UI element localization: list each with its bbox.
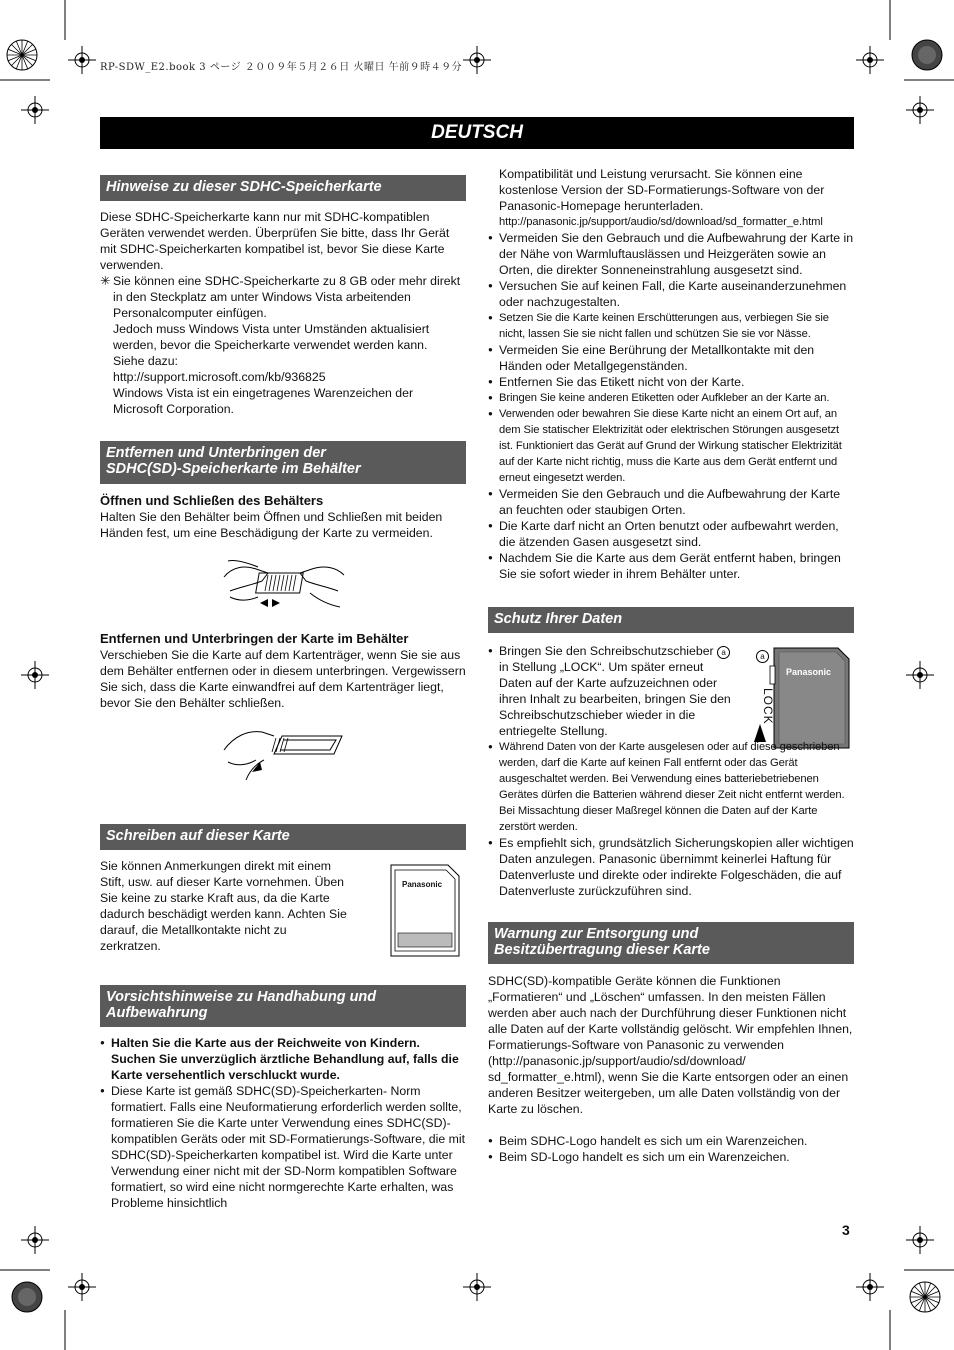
callout-a-marker: a: [756, 650, 769, 663]
warnung-text: SDHC(SD)-kompatible Geräte können die Funktionen „Formatieren“ und „Löschen“ umfassen. In den meisten Fällen werden aber auch nach der Durchführung dieser Funktionen nicht alle Daten auf der Karte vollständig gelöscht. Wir empfehlen Ihnen, Formatierungs-Software von Panasonic zu verwenden (http://panasonic.jp/support/audio/sd/download/ sd_formatter_e.html), wenn Sie die Karte entsorgen oder an einen anderen Besitzer weitergeben, um alle Daten vollständig von der Karte zu löschen.: [488, 974, 853, 1116]
card-tray-illustration: [222, 722, 346, 782]
list-item: ● Halten Sie die Karte aus der Reichweite von Kindern. Suchen Sie unverzüglich ärztliche Behandlung auf, falls die Karte versehentlich verschluckt wurde.: [100, 1035, 466, 1083]
section-heading-entfernen: Entfernen und Unterbringen der SDHC(SD)-Speicherkarte im Behälter: [100, 441, 466, 484]
section-heading-schutz: Schutz Ihrer Daten: [488, 607, 854, 633]
section-heading-hinweise: Hinweise zu dieser SDHC-Speicherkarte: [100, 175, 466, 201]
callout-a-icon: a: [717, 646, 730, 659]
asterisk-icon: ✳: [100, 274, 111, 288]
schutz-bullet-1: [488, 643, 736, 739]
list-item: ● Setzen Sie die Karte keinen Erschütterungen aus, verbiegen Sie sie nicht, lassen Sie sie nicht fallen und schützen Sie sie vor Nässe.: [488, 310, 854, 342]
list-item: ● Diese Karte ist gemäß SDHC(SD)-Speicherkarten- Norm formatiert. Falls eine Neuformatierung erforderlich werden sollte, formatieren Sie die Karte unter Verwendung eines SDHC(SD)-kompatiblen Geräts oder mit SD-Formatierungs-Software, die mit SDHC(SD)-Speicherkarten kompatibel ist. Wird die Karte unter Verwendung einer nicht mit der SD-Norm kompatiblen Software formatiert, so wird eine nicht normgerechte Karte erhalten, was Probleme hinsichtlich: [100, 1083, 466, 1211]
list-item: ● Vermeiden Sie den Gebrauch und die Aufbewahrung der Karte an feuchten oder staubigen Orten.: [488, 486, 854, 518]
oeffnen-text: Halten Sie den Behälter beim Öffnen und Schließen mit beiden Händen fest, um eine Beschädigung der Karte zu vermeiden.: [100, 510, 443, 540]
vorsicht-continuation: Kompatibilität und Leistung verursacht. Sie können eine kostenlose Version der SD-Formatierungs-Software von der Panasonic-Homepage herunterladen.: [499, 167, 825, 213]
list-item: ● Bringen Sie keine anderen Etiketten oder Aufkleber an der Karte an.: [488, 390, 854, 406]
entfernen-text: Verschieben Sie die Karte auf dem Kartenträger, wenn Sie sie aus dem Behälter entfernen oder in diesem unterbringen. Vergewissern Sie sich, dass die Karte einwandfrei auf dem Kartenträger liegt, bevor Sie den Behälter schließen.: [100, 648, 466, 710]
lock-label: LOCK: [761, 688, 775, 725]
page-title: DEUTSCH: [100, 117, 854, 149]
hinweise-body: [100, 209, 466, 417]
page-number: 3: [842, 1222, 850, 1238]
sd-card-illustration: [388, 862, 462, 959]
subheading-oeffnen: Öffnen und Schließen des Behälters: [100, 493, 324, 508]
section-heading-schreiben: Schreiben auf dieser Karte: [100, 824, 466, 850]
vorsicht-list-right: [488, 166, 854, 582]
list-item: ● Versuchen Sie auf keinen Fall, die Karte auseinanderzunehmen oder nachzugestalten.: [488, 278, 854, 310]
section-heading-warnung: Warnung zur Entsorgung und Besitzübertragung dieser Karte: [488, 922, 854, 964]
list-item: ● Während Daten von der Karte ausgelesen oder auf diese geschrieben werden, darf die Karte auf keinen Fall entfernt oder das Gerät ausgeschaltet werden. Bei Verwendung eines batteriebetriebenen Gerätes dürfen die Batterien während dieser Zeit nicht entfernt werden. Bei Missachtung dieser Maßregel können die Daten auf der Karte zerstört werden.: [488, 739, 854, 835]
list-item: ● Vermeiden Sie den Gebrauch und die Aufbewahrung der Karte in der Nähe von Warmluftauslässen und Heizgeräten sowie an Orten, die direkter Sonneneinstrahlung ausgesetzt sind.: [488, 230, 854, 278]
list-item: ● Beim SD-Logo handelt es sich um ein Warenzeichen.: [488, 1149, 854, 1165]
schreiben-text: Sie können Anmerkungen direkt mit einem Stift, usw. auf dieser Karte vornehmen. Üben Sie keine zu starke Kraft aus, da die Karte dadurch beschädigt werden kann. Achten Sie darauf, die Metallkontakte nicht zu zerkratzen.: [100, 859, 347, 953]
card-brand-label: Panasonic: [786, 667, 832, 677]
section-heading-vorsicht: Vorsichtshinweise zu Handhabung und Aufbewahrung: [100, 985, 466, 1027]
list-item: ● Entfernen Sie das Etikett nicht von der Karte.: [488, 374, 854, 390]
list-item: ● Verwenden oder bewahren Sie diese Karte nicht an einem Ort auf, an dem Sie statischer Elektrizität oder elektrischen Störungen ausgesetzt ist. Funktioniert das Gerät auf Grund der Wirkung statischer Elektrizität auf der Karte nicht richtig, muss die Karte aus dem Gerät entfernt und erneut eingesetzt werden.: [488, 406, 854, 486]
list-item: ● Es empfiehlt sich, grundsätzlich Sicherungskopien aller wichtigen Daten anzulegen. Panasonic übernimmt keinerlei Haftung für Datenverluste und direkte oder indirekte Folgeschäden, die auf Datenverluste zurückzuführen sind.: [488, 835, 854, 899]
microsoft-url: http://support.microsoft.com/kb/936825: [113, 370, 326, 384]
subheading-entfernen: Entfernen und Unterbringen der Karte im Behälter: [100, 631, 409, 646]
list-item: ● Bringen Sie den Schreibschutzschieber a in Stellung „LOCK“. Um später erneut Daten auf der Karte aufzuzeichnen oder ihren Inhalt zu bearbeiten, bringen Sie den Schreibschutzschieber wieder in die entriegelte Stellung.: [488, 643, 736, 739]
formatter-url: http://panasonic.jp/support/audio/sd/download/sd_formatter_e.html: [499, 216, 823, 228]
hands-opening-case-illustration: [222, 557, 346, 613]
list-item: ● Beim SDHC-Logo handelt es sich um ein Warenzeichen.: [488, 1133, 854, 1149]
trademark-notes: [488, 1133, 854, 1165]
print-header: RP-SDW_E2.book 3 ページ ２００９年５月２６日 火曜日 午前９時４９分: [100, 62, 463, 73]
card-brand-label: Panasonic: [402, 880, 443, 889]
hinweise-note: ✳ Sie können eine SDHC-Speicherkarte zu 8 GB oder mehr direkt in den Steckplatz am unter Windows Vista arbeitenden Personalcomputer einfügen. Jedoch muss Windows Vista unter Umständen aktualisiert werden, bevor die Speicherkarte verwendet werden kann. Siehe dazu: http://support.microsoft.com/kb/936825 Windows Vista ist ein eingetragenes Warenzeichen der Microsoft Corporation.: [100, 273, 466, 417]
list-item: ● Die Karte darf nicht an Orten benutzt oder aufbewahrt werden, die ätzenden Gasen ausgesetzt sind.: [488, 518, 854, 550]
vorsicht-list-left: [100, 1035, 466, 1211]
hinweise-intro: Diese SDHC-Speicherkarte kann nur mit SDHC-kompatiblen Geräten verwendet werden. Überprüfen Sie bitte, dass Ihr Gerät mit SDHC-Speicherkarten kompatibel ist, bevor Sie diese Karte verwenden.: [100, 210, 450, 272]
list-item: ● Vermeiden Sie eine Berührung der Metallkontakte mit den Händen oder Metallgegenständen.: [488, 342, 854, 374]
sd-card-lock-illustration: [752, 646, 852, 750]
schutz-bullets: [488, 739, 854, 899]
list-item: ● Nachdem Sie die Karte aus dem Gerät entfernt haben, bringen Sie sie sofort wieder in ihrem Behälter unter.: [488, 550, 854, 582]
